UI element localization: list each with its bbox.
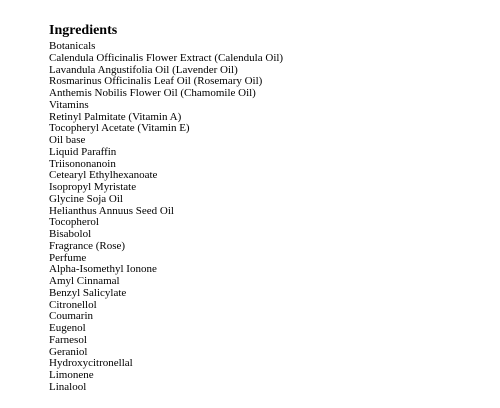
list-item: Retinyl Palmitate (Vitamin A) bbox=[49, 110, 182, 123]
list-item: Tocopherol bbox=[49, 216, 99, 229]
list-item: Lavandula Angustifolia Oil (Lavender Oil) bbox=[49, 63, 238, 76]
list-item: Botanicals bbox=[49, 40, 96, 52]
list-item: Farnesol bbox=[49, 333, 87, 346]
list-item: Bisabolol bbox=[49, 228, 92, 240]
list-item: Coumarin bbox=[49, 310, 93, 323]
list-item: Limonene bbox=[49, 369, 94, 381]
list-item: Anthemis Nobilis Flower Oil (Chamomile Oil) bbox=[49, 87, 256, 99]
list-item: Isopropyl Myristate bbox=[49, 181, 137, 193]
list-item: Cetearyl Ethylhexanoate bbox=[49, 169, 158, 182]
list-item: Perfume bbox=[49, 251, 87, 264]
list-item: Amyl Cinnamal bbox=[49, 275, 120, 287]
list-item: Calendula Officinalis Flower Extract (Calendula Oil) bbox=[49, 51, 284, 64]
document-title: Ingredients bbox=[49, 23, 118, 38]
list-item: Triisononanoin bbox=[49, 157, 116, 170]
list-item: Oil base bbox=[49, 134, 86, 146]
list-item: Citronellol bbox=[49, 298, 97, 311]
list-item: Rosmarinus Officinalis Leaf Oil (Rosemary Oil) bbox=[49, 75, 263, 88]
list-item: Helianthus Annuus Seed Oil bbox=[49, 204, 174, 217]
list-item: Geraniol bbox=[49, 345, 88, 358]
list-item: Alpha-Isomethyl Ionone bbox=[49, 263, 157, 276]
list-item: Linalool bbox=[49, 380, 87, 393]
list-item: Tocopheryl Acetate (Vitamin E) bbox=[49, 122, 190, 135]
list-item: Hydroxycitronellal bbox=[49, 357, 133, 370]
ingredient-list bbox=[49, 41, 489, 394]
list-item: Benzyl Salicylate bbox=[49, 286, 127, 299]
list-item: Liquid Paraffin bbox=[49, 145, 117, 158]
list-item: Glycine Soja Oil bbox=[49, 192, 123, 205]
list-item: Fragrance (Rose) bbox=[49, 239, 126, 252]
ingredients-document bbox=[49, 22, 489, 394]
list-item: Vitamins bbox=[49, 98, 89, 111]
list-item: Eugenol bbox=[49, 322, 86, 334]
